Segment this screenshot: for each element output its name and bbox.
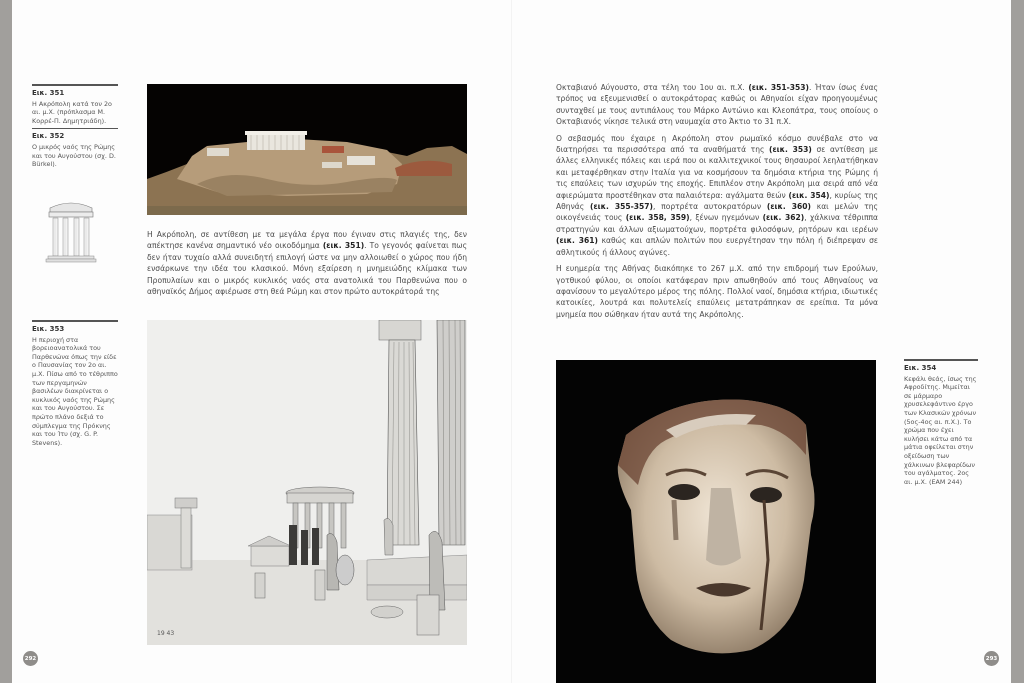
text-run: , χάλκινα τέθριππα στρατηγών και άλλων αξιωματούχων, πορτρέτα φιλοσόφων, ρητόρων και ιερέων bbox=[556, 213, 879, 234]
caption-rule bbox=[32, 320, 118, 322]
caption-title: Εικ. 352 bbox=[32, 132, 65, 141]
text-run: σε αντίθεση με άλλες ελληνικές πόλεις και ιερά που οι καλλιτεχνικοί τους θησαυροί λεηλατήθηκαν και μεταφέρθηκαν στην Ιταλία για να κοσμήσουν τα δημόσια κτήρια της Ρώμης ή τις επαύλεις των ισχυρών της εποχής. Επιπλέον στην Ακρόπολη μια σειρά από νέα αφιερώματα προστέθηκαν στα παλαιότερα: αγάλματα θεών bbox=[556, 145, 878, 200]
round-temple-drawing bbox=[44, 196, 98, 268]
caption-text: Κεφάλι θεάς, ίσως της Αφροδίτης. Μιμείται σε μάρμαρο χρυσελεφάντινο έργο των Κλασικών χρόνων (5ος-4ος αι. π.Χ.). Το χρώμα που έχει κυλήσει κάτω από τα μάτια οφείλεται στην οξείδωση των χάλκινων βλεφαρίδων του αγάλματος. 2ος αι. μ.Χ. (ΕΑΜ 244) bbox=[904, 374, 977, 486]
caption-text: Η Ακρόπολη κατά τον 2ο αι. μ.Χ. (πρόπλασμα Μ. Κορρέ-Π. Δημητριάδη). bbox=[32, 99, 112, 125]
figure-reference: (εικ. 358, 359) bbox=[625, 213, 690, 223]
paragraph bbox=[147, 229, 467, 297]
gutter bbox=[511, 0, 512, 683]
caption-text: Η περιοχή στα βορειοανατολικά του Παρθενώνα όπως την είδε ο Παυσανίας τον 2ο αι. μ.Χ. Πίσω από το τέθριππο των περγαμηνών βασιλέων διακρίνεται ο κυκλικός ναός της Ρώμης και του Αυγούστου. Σε πρώτο πλάνο δεξιά το σύμπλεγμα της Πρόκνης και του Ίτυ (σχ. G. P. Stevens). bbox=[32, 335, 118, 447]
parthenon-drawing-image bbox=[147, 320, 467, 645]
text-run: και μελών της οικογένειάς τους bbox=[556, 202, 878, 223]
text-run: , πορτρέτα αυτοκρατόρων bbox=[652, 202, 767, 212]
figure-reference: (εικ. 362) bbox=[762, 213, 805, 223]
book-spread bbox=[12, 0, 1011, 683]
acropolis-model-photo bbox=[147, 84, 467, 215]
caption-fig-351 bbox=[32, 84, 118, 169]
caption-rule bbox=[904, 359, 978, 361]
text-run: . Ήταν ίσως ένας τρόπος να εξευμενισθεί ο αυτοκράτορας καθώς οι Αθηναίοι είχαν προηγουμένως συνταχθεί με τους αντιπάλους του Μάρκο Αντώνιο και Κλεοπάτρα, τους οποίους ο Οκταβιανός νίκησε τελικά στη ναυμαχία στο Άκτιο το 31 π.Χ. bbox=[556, 83, 878, 127]
paragraph: Η ευημερία της Αθήνας διακόπηκε το 267 μ.Χ. από την επιδρομή των Ερούλων, γοτθικού φύλου, οι οποίοι κατάφεραν πριν απωθηθούν από τους Αθηναίους να αφανίσουν το μεγαλύτερο μέρος της πόλης. Πολλοί ναοί, δημόσια κτήρια, ιδιωτικές κατοικίες, λουτρά και πολυτελείς επαύλεις μετατράπηκαν σε ερείπια. Τα μόνα μνημεία που σώθηκαν ήταν αυτά της Ακρόπολης. bbox=[556, 264, 878, 319]
figure-reference: (εικ. 353) bbox=[769, 145, 812, 155]
caption-title: Εικ. 353 bbox=[32, 325, 65, 333]
text-run: Η Ακρόπολη, σε αντίθεση με τα μεγάλα έργα που έγιναν στις πλαγιές της, δεν απέκτησε κανένα σημαντικό νέο οικοδόμημα bbox=[147, 230, 467, 251]
caption-title: Εικ. 351 bbox=[32, 89, 65, 97]
text-run: Ο σεβασμός που έχαιρε η Ακρόπολη στον ρωμαϊκό κόσμο συνέβαλε στο να διατηρήσει τα περισσότερα από τα αναθήματά της bbox=[556, 133, 878, 155]
figure-reference: (εικ. 354) bbox=[788, 190, 830, 200]
text-run: , κυρίως της Αθηνάς bbox=[556, 190, 878, 212]
right-body-text bbox=[556, 82, 878, 325]
page-number-left: 292 bbox=[23, 651, 38, 666]
text-run: . Το γεγονός φαίνεται πως δεν ήταν τυχαίο αλλά συνειδητή επιλογή ώστε να μην αλλοιωθεί ο χώρος που ήδη ενσάρκωνε την ιδέα του κλασικού. Μόνη εξαίρεση η μνημειώδης κλίμακα των Προπυλαίων και ο μικρός κυκλικός ναός στα ανατολικά του Παρθενώνα που ο αθηναϊκός Δήμος αφιέρωσε στη θεά Ρώμη και στον πρώτο αυτοκράτορά της bbox=[147, 241, 468, 297]
caption-fig-354 bbox=[904, 359, 978, 486]
figure-reference: (εικ. 360) bbox=[766, 202, 811, 212]
paragraph bbox=[556, 133, 878, 258]
text-run: Οκταβιανό Αύγουστο, στα τέλη του 1ου αι. π.Χ. bbox=[556, 83, 749, 92]
drawing-signature: 19 43 bbox=[157, 630, 175, 637]
caption-rule bbox=[32, 84, 118, 86]
caption-fig-353 bbox=[32, 320, 118, 447]
acropolis-model-image bbox=[147, 84, 467, 215]
figure-reference: (εικ. 351) bbox=[322, 241, 365, 251]
paragraph bbox=[556, 82, 878, 128]
text-run: , ξένων ηγεμόνων bbox=[689, 213, 763, 223]
figure-reference: (εικ. 361) bbox=[556, 236, 598, 246]
figure-reference: (εικ. 355-357) bbox=[590, 202, 653, 212]
caption-separator bbox=[32, 128, 118, 129]
page-number-right: 293 bbox=[984, 651, 999, 666]
text-run: καθώς και απλών πολιτών που ευεργέτησαν την πόλη ή διέπρεψαν σε αθλητικούς ή άλλους αγώνες. bbox=[556, 236, 878, 257]
caption-text: Ο μικρός ναός της Ρώμης και του Αυγούστου (σχ. D. Bürkel). bbox=[32, 142, 116, 169]
marble-head-photo bbox=[556, 360, 876, 683]
caption-title: Εικ. 354 bbox=[904, 364, 937, 372]
round-temple-icon bbox=[44, 196, 98, 268]
figure-reference: (εικ. 351-353) bbox=[748, 83, 809, 92]
parthenon-northeast-drawing bbox=[147, 320, 467, 645]
left-body-text bbox=[147, 229, 467, 302]
marble-head-image bbox=[556, 360, 876, 683]
